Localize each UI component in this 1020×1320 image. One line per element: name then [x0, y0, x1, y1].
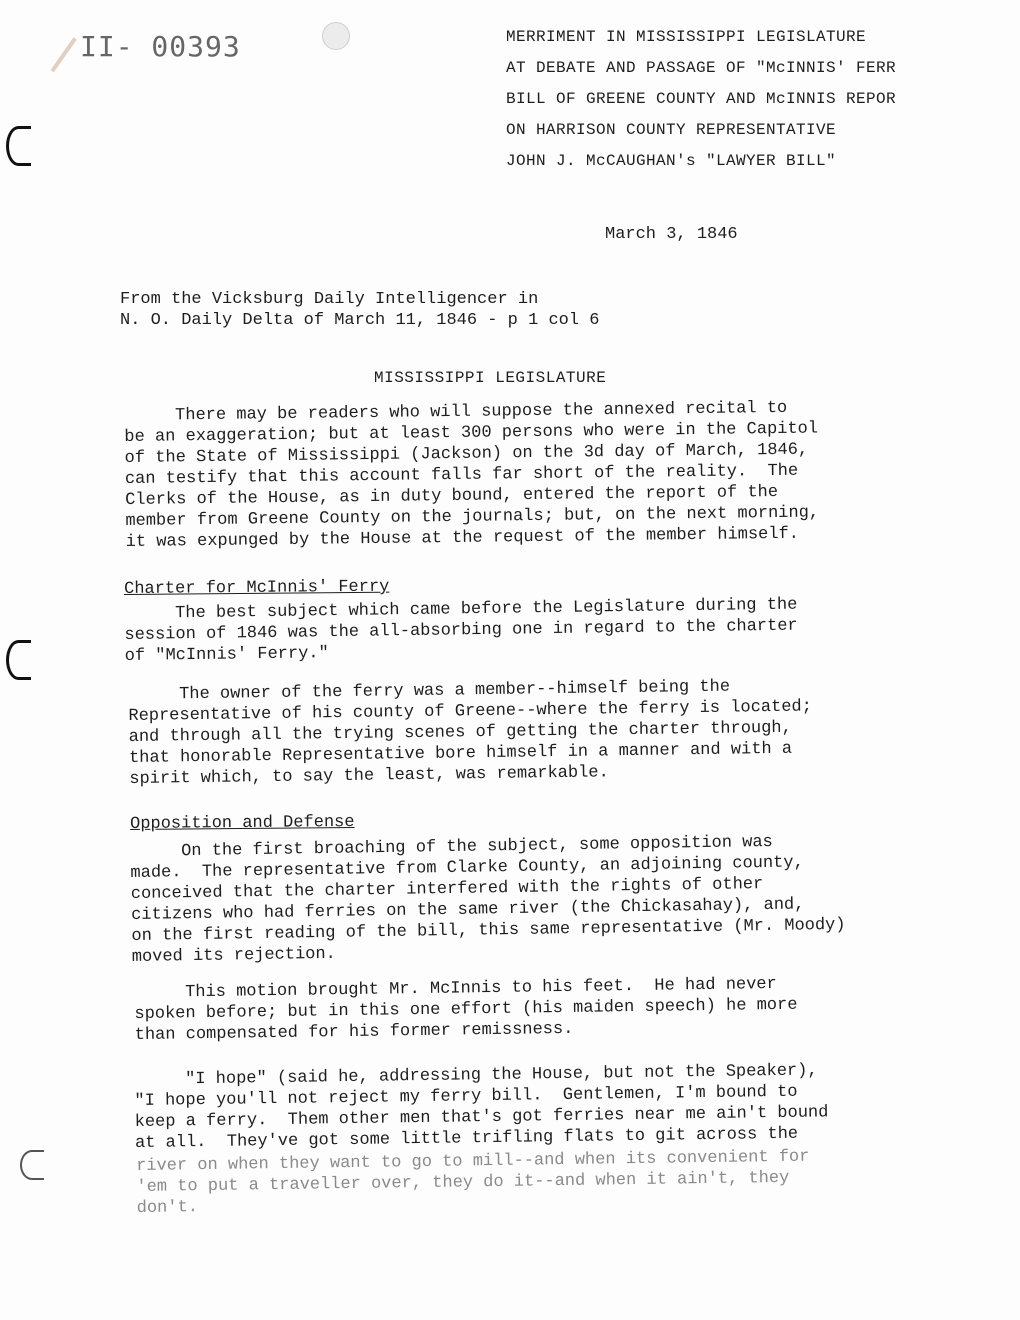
subhead-opposition: Opposition and Defense	[130, 813, 355, 834]
heading-line: AT DEBATE AND PASSAGE OF "McINNIS' FERR	[506, 59, 897, 77]
paragraph-opposition-1: On the first broaching of the subject, some opposition was made. The representative from Clarke County, an adjoining county, conceived that the charter interfered with the rights of other citizens who had ferries on the same river (the Chickasahay), and, on the first reading of the bill, this same representative (Mr. Moody) moved its rejection.	[130, 832, 846, 967]
staple-hole-icon	[322, 22, 350, 50]
section-title: MISSISSIPPI LEGISLATURE	[374, 369, 607, 387]
document-heading	[506, 22, 896, 177]
heading-line: BILL OF GREENE COUNTY AND McINNIS REPOR	[506, 90, 897, 108]
paragraph-charter-2: The owner of the ferry was a member--himself being the Representative of his county of Greene--where the ferry is located; and through all the trying scenes of getting the charter through, that honorable Representative bore himself in a manner and with a spirit which, to say the least, was remarkable.	[128, 677, 813, 789]
punch-hole-icon	[6, 126, 31, 166]
heading-line: ON HARRISON COUNTY REPRESENTATIVE	[506, 121, 837, 139]
source-line: From the Vicksburg Daily Intelligencer in	[120, 290, 539, 309]
heading-date: March 3, 1846	[605, 225, 738, 244]
document-number: II- 00393	[80, 30, 241, 63]
paragraph-charter-1: The best subject which came before the Legislature during the session of 1846 was the all-absorbing one in regard to the charter of "McInnis' Ferry."	[124, 595, 798, 666]
heading-line: JOHN J. McCAUGHAN's "LAWYER BILL"	[506, 152, 837, 170]
source-citation	[120, 289, 599, 331]
paragraph-intro: There may be readers who will suppose the annexed recital to be an exaggeration; but at least 300 persons who were in the Capitol of the State of Mississippi (Jackson) on the 3d day of March, 1846, can testify that this account falls far short of the reality. The Clerks of the House, as in duty bound, entered the report of the member from Greene County on the journals; but, on the next morning, it was expunged by the House at the request of the member himself.	[124, 398, 820, 552]
paragraph-opposition-2: This motion brought Mr. McInnis to his feet. He had never spoken before; but in this one effort (his maiden speech) he more than compensated for his former remissness.	[134, 975, 798, 1045]
source-line: N. O. Daily Delta of March 11, 1846 - p 1 col 6	[120, 311, 600, 330]
paragraph-quote-2: river on when they want to go to mill--and when its convenient for 'em to put a traveller over, they do it--and when it ain't, they don't.	[136, 1147, 810, 1218]
punch-hole-icon	[6, 640, 31, 680]
heading-line: MERRIMENT IN MISSISSIPPI LEGISLATURE	[506, 28, 867, 46]
punch-hole-icon	[20, 1150, 44, 1180]
paragraph-quote-1: "I hope" (said he, addressing the House, but not the Speaker), "I hope you'll not reject my ferry bill. Gentlemen, I'm bound to keep a ferry. Them other men that's got ferries near me ain't bound at all. They've got some little trifling flats to git across the	[134, 1061, 829, 1153]
subhead-charter: Charter for McInnis' Ferry	[124, 577, 390, 599]
